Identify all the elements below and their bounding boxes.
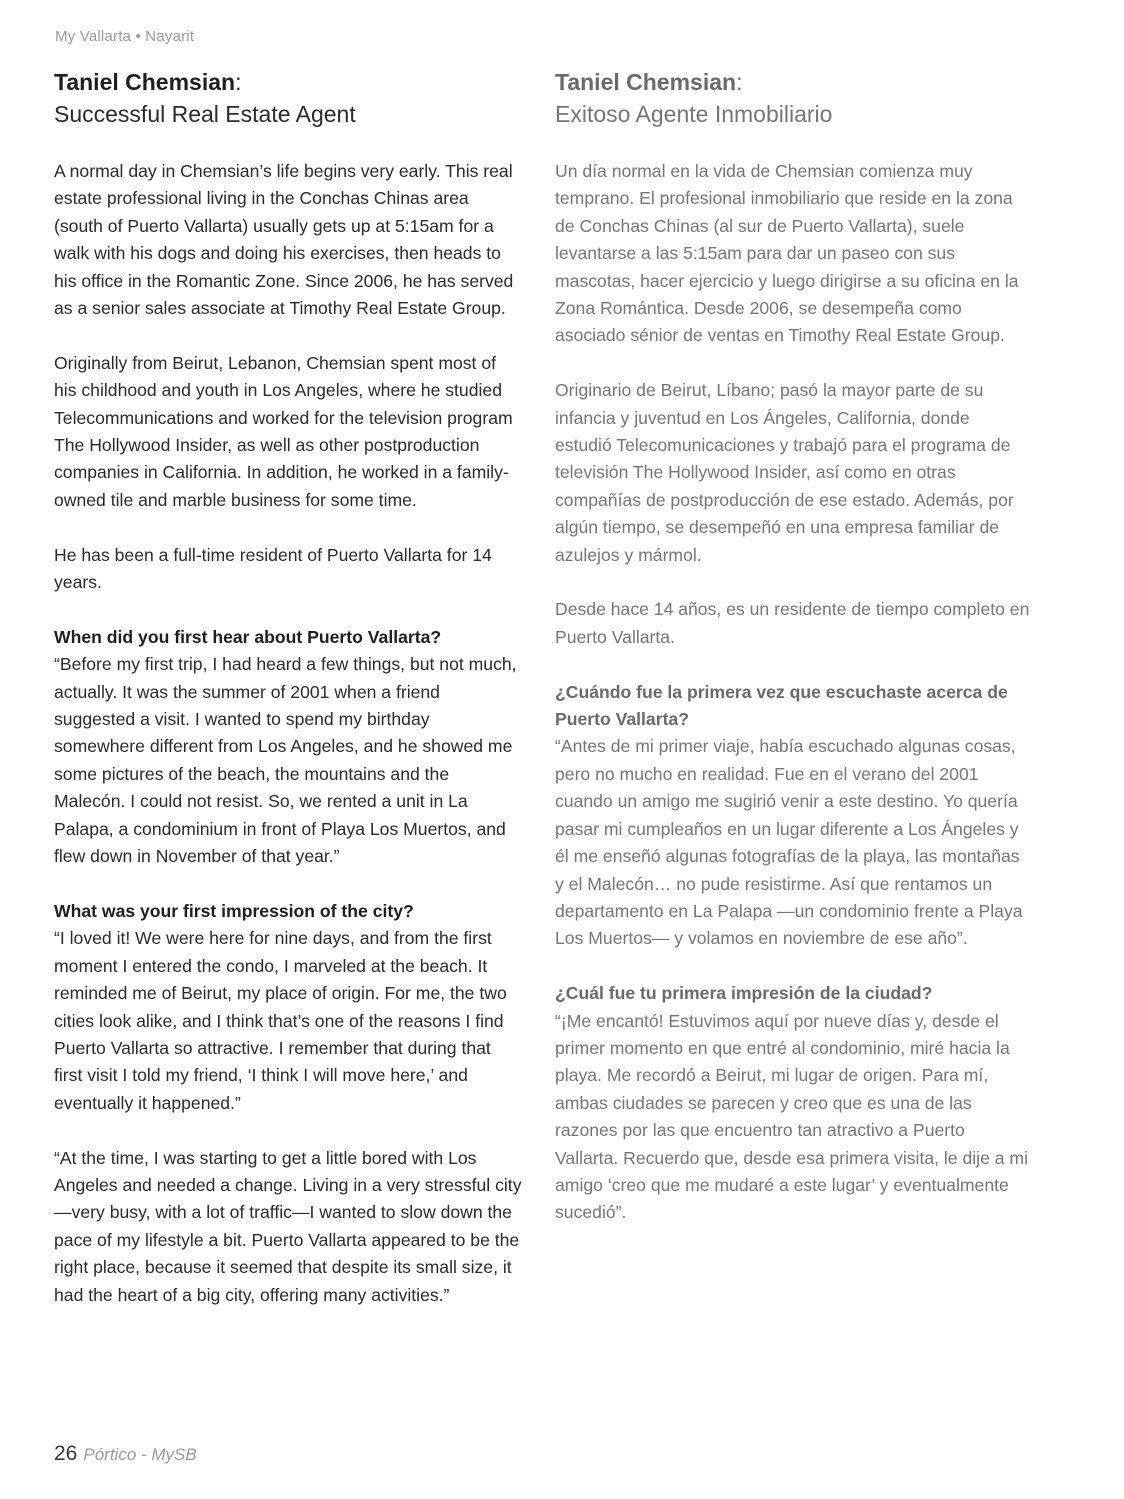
title-colon-es: : <box>736 69 743 95</box>
answer-2: “I loved it! We were here for nine days, and from the first moment I entered the condo, I marveled at the beach. It reminded me of Beirut, my place of origin. For me, the two cities look alike, and I think that’s one of the reasons I find Puerto Vallarta so attractive. I remember that during that first visit I told my friend, ‘I think I will move here,’ and eventually it happened.” <box>54 928 507 1113</box>
question-1: When did you first hear about Puerto Vallarta? <box>54 626 442 647</box>
title-colon: : <box>235 69 242 95</box>
answer-3: “At the time, I was starting to get a little bored with Los Angeles and needed a change. Living in a very stressful city—very busy, with a lot of traffic—I wanted to slow down the pace of my lifestyle a bit. Puerto Vallarta appeared to be the right place, because it seemed that despite its small size, it had the heart of a big city, offering many activities.” <box>54 1147 522 1305</box>
english-column <box>54 66 522 1336</box>
intro-paragraph-3: He has been a full-time resident of Puerto Vallarta for 14 years. <box>54 544 492 593</box>
article-title-name-es <box>555 66 1030 98</box>
intro-paragraph-3-es: Desde hace 14 años, es un residente de tiempo completo en Puerto Vallarta. <box>555 599 1030 647</box>
page-footer <box>54 1442 197 1466</box>
answer-2-es: “¡Me encantó! Estuvimos aquí por nueve días y, desde el primer momento en que entré al condominio, miré hacia la playa. Me recordó a Beirut, mi lugar de origen. Para mí, ambas ciudades se parecen y creo que es una de las razones por las que encuentro tan atractivo a Puerto Vallarta. Recuerdo que, desde esa primera visita, le dije a mi amigo ‘creo que me mudaré a este lugar’ y eventualmente sucedió”. <box>555 1010 1028 1223</box>
article-title-name <box>54 66 522 98</box>
magazine-name: Pórtico - MySB <box>83 1445 197 1464</box>
title-name-text-es: Taniel Chemsian <box>555 69 737 95</box>
question-2: What was your first impression of the city? <box>54 900 414 921</box>
answer-1-es: “Antes de mi primer viaje, había escuchado algunas cosas, pero no mucho en realidad. Fue en el verano del 2001 cuando un amigo me sugirió venir a este destino. Yo quería pasar mi cumpleaños en un lugar diferente a Los Ángeles y él me enseñó algunas fotografías de la playa, las montañas y el Malecón… no pude resistirme. Así que rentamos un departamento en La Palapa —un condominio frente a Playa Los Muertos— y volamos en noviembre de ese año”. <box>555 736 1023 949</box>
page-number: 26 <box>54 1442 78 1465</box>
question-2-es: ¿Cuál fue tu primera impresión de la ciudad? <box>555 983 933 1004</box>
intro-paragraph-1: A normal day in Chemsian’s life begins very early. This real estate professional living in the Conchas Chinas area (south of Puerto Vallarta) usually gets up at 5:15am for a walk with his dogs and doing his exercises, then heads to his office in the Romantic Zone. Since 2006, he has served as a senior sales associate at Timothy Real Estate Group. <box>54 161 514 319</box>
answer-1: “Before my first trip, I had heard a few things, but not much, actually. It was the summer of 2001 when a friend suggested a visit. I wanted to spend my birthday somewhere different from Los Angeles, and he showed me some pictures of the beach, the mountains and the Malecón. I could not resist. So, we rented a unit in La Palapa, a condominium in front of Playa Los Muertos, and flew down in November of that year.” <box>54 654 517 867</box>
intro-paragraph-2-es: Originario de Beirut, Líbano; pasó la mayor parte de su infancia y juventud en Los Ángeles, California, donde estudió Telecomunicaciones y trabajó para el programa de televisión The Hollywood Insider, así como en otras compañías de postproducción de ese estado. Además, por algún tiempo, se desempeñó en una empresa familiar de azulejos y mármol. <box>555 380 1014 565</box>
spanish-column <box>555 66 1030 1254</box>
title-name-text: Taniel Chemsian <box>54 69 236 95</box>
article-subtitle-es: Exitoso Agente Inmobiliario <box>555 101 833 127</box>
question-1-es: ¿Cuándo fue la primera vez que escuchaste acerca de Puerto Vallarta? <box>555 681 1008 730</box>
article-subtitle: Successful Real Estate Agent <box>54 101 356 127</box>
running-head: My Vallarta • Nayarit <box>55 28 195 45</box>
intro-paragraph-2: Originally from Beirut, Lebanon, Chemsian spent most of his childhood and youth in Los Angeles, where he studied Telecommunications and worked for the television program The Hollywood Insider, as well as other postproduction companies in California. In addition, he worked in a family-owned tile and marble business for some time. <box>54 352 513 510</box>
intro-paragraph-1-es: Un día normal en la vida de Chemsian comienza muy temprano. El profesional inmobiliario que reside en la zona de Conchas Chinas (al sur de Puerto Vallarta), suele levantarse a las 5:15am para dar un paseo con sus mascotas, hacer ejercicio y luego dirigirse a su oficina en la Zona Romántica. Desde 2006, se desempeña como asociado sénior de ventas en Timothy Real Estate Group. <box>555 161 1019 346</box>
